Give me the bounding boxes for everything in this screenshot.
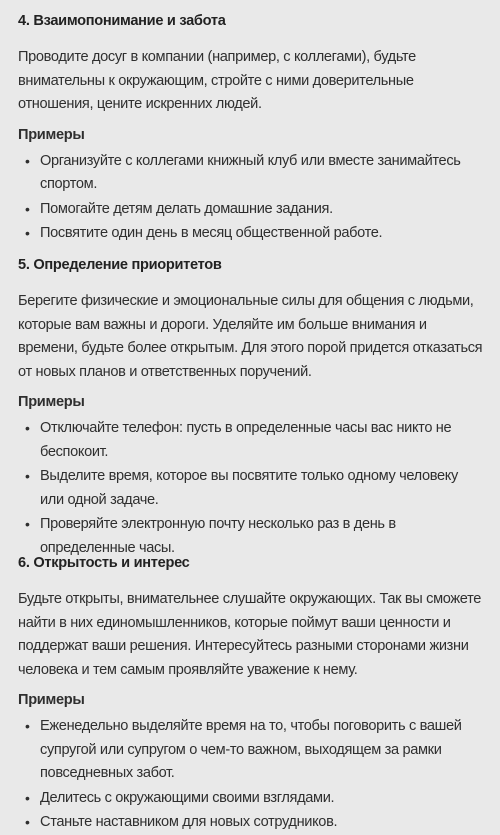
- bullet-icon: •: [25, 200, 30, 217]
- section-paragraph: Будьте открыты, внимательнее слушайте окружающих. Так вы сможете найти в них единомышленников, которые поймут ваши ценности и поддержат ваши решения. Интересуйтесь разными сторонами жизни человека и тем самым проявляйте уважение к нему.: [18, 591, 482, 678]
- bullet-icon: •: [25, 718, 30, 734]
- bullet-icon: •: [25, 468, 30, 484]
- list-item-text: Еженедельно выделяйте время на то, чтобы поговорить с вашей супругой или супругом о чем-то важном, выходящем за рамки повседневных забот.: [40, 718, 462, 781]
- examples-label: Примеры: [18, 394, 85, 410]
- list-item-text: Делитесь с окружающими своими взглядами.: [40, 789, 335, 806]
- list-item: [18, 198, 483, 222]
- list-item: [18, 811, 483, 835]
- bullet-icon: •: [25, 420, 30, 436]
- section-title: 4. Взаимопонимание и забота: [18, 13, 226, 29]
- list-item: [18, 417, 483, 464]
- list-item: [18, 222, 483, 246]
- list-item: [18, 465, 483, 512]
- list-item-text: Посвятите один день в месяц общественной работе.: [40, 225, 383, 241]
- list-item: [18, 513, 483, 560]
- bullet-icon: •: [25, 225, 30, 241]
- section-title: 6. Открытость и интерес: [18, 555, 190, 571]
- bullet-icon: •: [25, 789, 30, 806]
- examples-list: [18, 715, 483, 835]
- list-item-text: Станьте наставником для новых сотрудников.: [40, 814, 338, 830]
- bullet-icon: •: [25, 152, 30, 169]
- list-item: [18, 150, 483, 197]
- list-item: [18, 787, 483, 811]
- examples-label: Примеры: [18, 126, 85, 143]
- examples-list: [18, 150, 483, 246]
- list-item-text: Проверяйте электронную почту несколько раз в день в определенные часы.: [40, 516, 396, 556]
- examples-label: Примеры: [18, 692, 85, 708]
- section-paragraph: Берегите физические и эмоциональные силы для общения с людьми, которые вам важны и дороги. Уделяйте им больше внимания и времени, будьте более открытым. Для этого порой придется отказаться от новых планов и ответственных поручений.: [18, 293, 483, 380]
- examples-list: [18, 417, 483, 560]
- list-item-text: Отключайте телефон: пусть в определенные часы вас никто не беспокоит.: [40, 420, 452, 460]
- section-paragraph: Проводите досуг в компании (например, с коллегами), будьте внимательны к окружающим, стройте с ними доверительные отношения, цените искренних людей.: [18, 49, 416, 112]
- bullet-icon: •: [25, 814, 30, 830]
- list-item: [18, 715, 483, 786]
- section-title: 5. Определение приоритетов: [18, 257, 222, 273]
- section-openness: [18, 554, 483, 835]
- section-mutual-understanding: [18, 12, 483, 246]
- bullet-icon: •: [25, 516, 30, 532]
- list-item-text: Организуйте с коллегами книжный клуб или вместе занимайтесь спортом.: [40, 152, 461, 192]
- section-priorities: [18, 256, 483, 560]
- list-item-text: Помогайте детям делать домашние задания.: [40, 200, 333, 217]
- list-item-text: Выделите время, которое вы посвятите только одному человеку или одной задаче.: [40, 468, 458, 508]
